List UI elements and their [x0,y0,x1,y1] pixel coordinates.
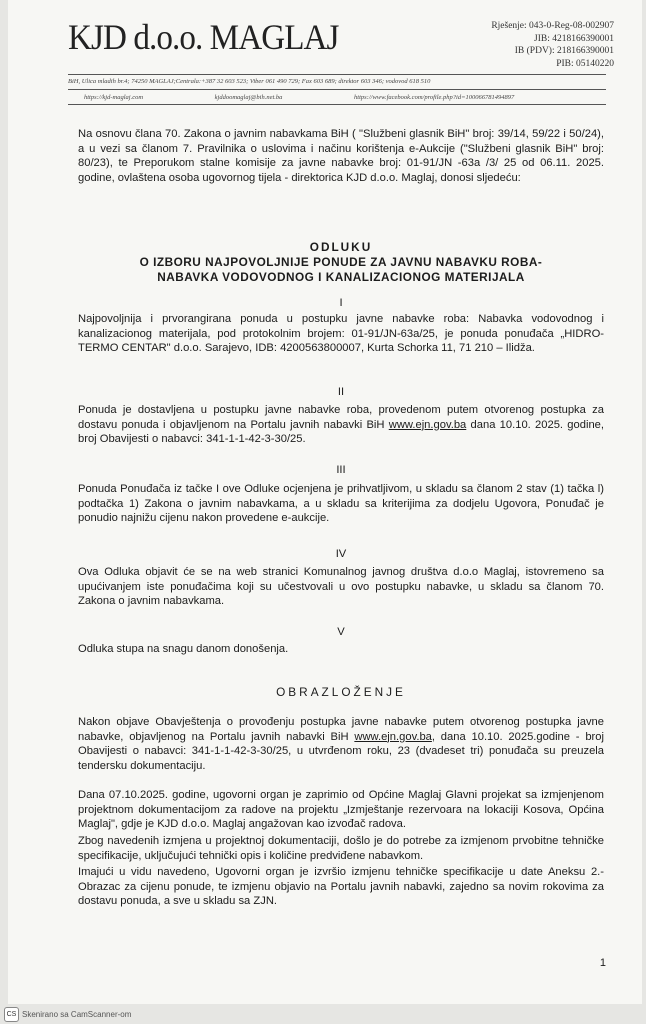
reasoning-paragraph-2: Dana 07.10.2025. godine, ugovorni organ je zaprimio od Općine Maglaj Glavni projekat sa izmjenjenom projektnom dokumentacijom za radove na projektu „Izmještanje rezervoara na lokaciji Kosova, Općina Maglaj", gdje je KJD d.o.o. Maglaj angažovan kao izvođač radova. [78,789,604,831]
decision-title: ODLUKU [309,240,373,254]
company-logo: KJD d.o.o. MAGLAJ [68,17,339,57]
registration-ids [491,20,614,70]
section-2-text: Ponuda je dostavljena u postupku javne nabavke roba, provedenom putem otvorenog postupka za dostavu ponuda i objavljenom na Portalu javnih nabavki BiH www.ejn.gov.ba dana 10.10. 2025. godine, broj Obavijesti o nabavci: 341-1-1-42-3-30/25. [78,404,605,446]
ib-pdv: IB (PDV): 218166390001 [514,46,614,56]
section-number-1: I [339,297,343,309]
registration-number: Rješenje: 043-0-Reg-08-002907 [491,21,614,31]
page-number: 1 [599,957,606,969]
section-3-text: Ponuda Ponuđača iz tačke I ove Odluke ocjenjena je prihvatljivom, u skladu sa članom 2 stav (1) tačka l) podtačka 1) Zakona o javnim nabavkama, a u skladu sa kriterijima za dodjelu Ugovora, Ponuđač je ponudio najnižu cijenu nakon provedene e-aukcije. [78,483,604,525]
letterhead-rule-middle [68,89,606,90]
reasoning-title: OBRAZLOŽENJE [276,685,406,699]
section-number-5: V [337,626,345,638]
reasoning-paragraph-1: Nakon objave Obavještenja o provođenju postupka javne nabavke putem otvorenog postupka javne nabavke, objavljenog na Portalu javnih nabavki BiH www.ejn.gov.ba, dana 10.10. 2025.godine - broj Obavijesti o nabavci: 341-1-1-42-3-30/25, u utvrđenom roku, 23 (dvadeset tri) ponuđača su preuzela tendersku dokumentaciju. [78,716,604,772]
camscanner-icon: CS [4,1007,19,1022]
reasoning-paragraph-3: Zbog navedenih izmjena u projektnoj dokumentaciji, došlo je do potrebe za izmjenom prvobitne tehničke specifikacije, uključujući tehnički opis i količine predviđene nabavkom. [78,835,604,862]
intro-paragraph: Na osnovu člana 70. Zakona o javnim nabavkama BiH ( "Službeni glasnik BiH" broj: 39/14, 59/22 i 50/24), a u vezi sa članom 7. Pravilnika o uslovima i načinu korištenja e-Aukcije ("Službeni glasnik BiH" broj: 80/23), te Preporukom stalne komisije za javne nabavke broj: 01-91/JN -63a /3/ 25 od 06.11. 2025. godine, ovlaštena osoba ugovornog tijela - direktorica KJD d.o.o. Maglaj, donosi sljedeću: [78,128,604,184]
ejn-portal-link[interactable]: www.ejn.gov.ba [388,418,467,431]
reasoning-paragraph-4: Imajući u vidu navedeno, Ugovorni organ je izvršio izmjenu tehničke specifikacije u date Aneksu 2.-Obrazac za cijenu ponude, te izmjenu objavio na Portalu javnih nabavki, zajedno sa novim rokovima za dostavu ponuda, a sve u skladu sa ZJN. [78,866,604,908]
contact-links [84,94,584,101]
letterhead-rule-top [68,74,606,75]
website-link[interactable]: https://kjd-maglaj.com [84,94,144,101]
letterhead-rule-bottom [68,104,606,105]
section-5-text: Odluka stupa na snagu danom donošenja. [78,643,289,655]
letterhead [8,0,642,110]
email-link[interactable]: kjddoomaglaj@bih.net.ba [214,94,283,101]
facebook-link[interactable]: https://www.facebook.com/profile.php?id=100066781494897 [354,94,515,101]
section-number-2: II [337,386,345,398]
scanner-footer [0,1004,646,1024]
jib: JIB: 4218166390001 [534,33,614,44]
document-page [8,0,642,1004]
scanner-text: Skenirano sa CamScanner-om [22,1009,132,1019]
company-address: BiH, Ulica mladih br.4; 74250 MAGLAJ;Centrala:+387 32 603 523; Viber 061 490 729; Fax 603 689; direktor 603 346; vodovod 618 510 [68,78,431,85]
section-number-4: IV [335,548,347,560]
pib: PIB: 05140220 [556,58,614,69]
decision-subtitle-2: NABAVKA VODOVODNOG I KANALIZACIONOG MATERIJALA [157,270,525,284]
section-1-text: Najpovoljnija i prvorangirana ponuda u postupku javne nabavke roba: Nabavka vodovodnog i kanalizacionog materijala, pod protokolnim brojem: 01-91/JN-63a/25, je ponuda ponuđača „HIDRO-TERMO CENTAR" d.o.o. Sarajevo, IDB: 4200563800007, Kurta Schorka 11, 71 210 – Ilidža. [78,313,604,355]
section-4-text: Ova Odluka objavit će se na web stranici Komunalnog javnog društva d.o.o Maglaj, istovremeno sa upućivanjem iste ponuđačima koji su učestvovali u ovo postupku nabavke, u skladu sa članom 70. Zakona o javnim nabavkama. [78,566,604,608]
decision-subtitle-1: O IZBORU NAJPOVOLJNIJE PONUDE ZA JAVNU NABAVKU ROBA- [139,255,543,269]
ejn-portal-link-2[interactable]: www.ejn.gov.ba [354,730,432,743]
section-number-3: III [336,464,346,476]
